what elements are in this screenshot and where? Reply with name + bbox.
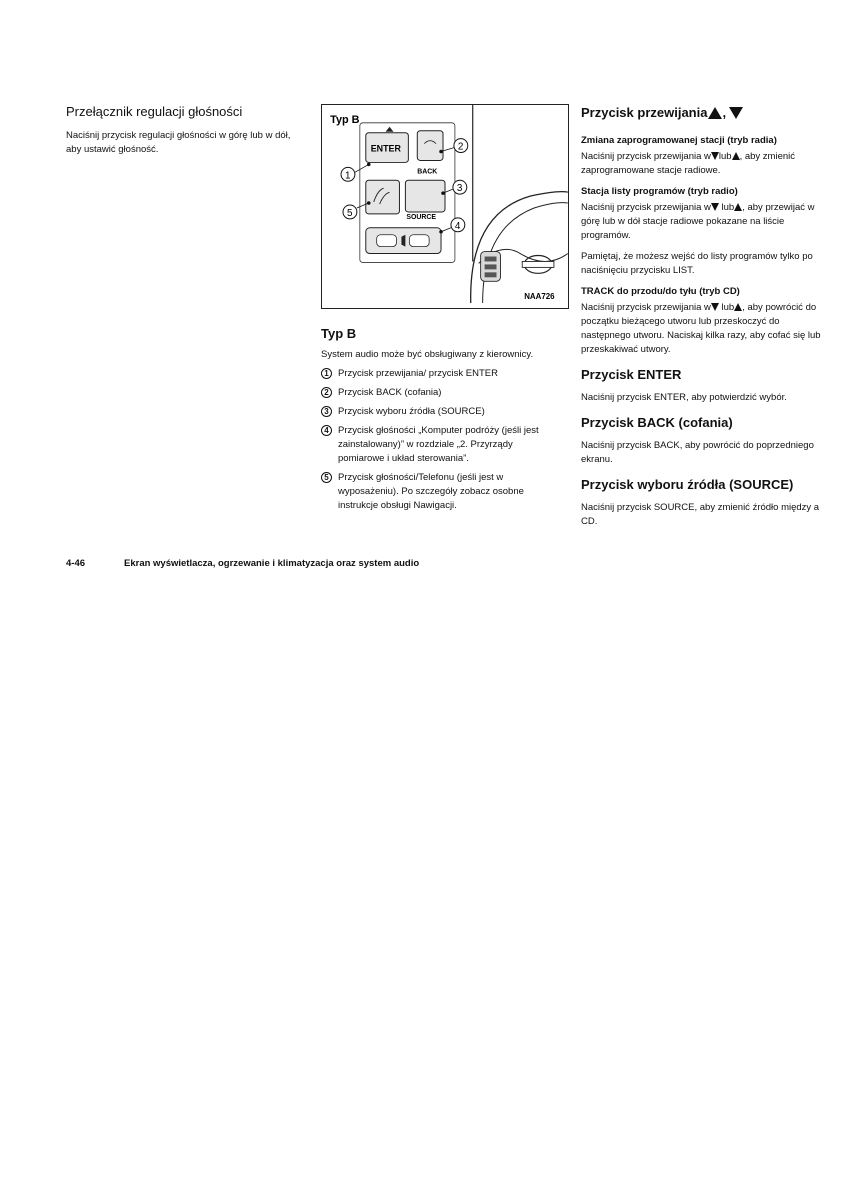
volume-plus-icon: [409, 235, 429, 247]
item-number: 3: [321, 406, 332, 417]
program-list-title: Stacja listy programów (tryb radio): [581, 186, 738, 197]
type-b-intro: System audio może być obsługiwany z kierownicy.: [321, 349, 534, 360]
scroll-button-heading-text: Przycisk przewijania: [581, 105, 708, 120]
scroll-button-heading: [581, 104, 826, 122]
up-arrow-icon: [386, 127, 394, 132]
triangle-up-icon: [734, 203, 742, 211]
triangle-up-icon: [732, 152, 740, 160]
item-text: Przycisk BACK (cofania): [338, 387, 442, 398]
item-text: Przycisk głośności „Komputer podróży (jeśli jest zainstalowany)” w rozdziale „2. Przyrządy pomiarowe i układ sterowania”.: [338, 425, 539, 464]
source-text: Naciśnij przycisk SOURCE, aby zmienić źródło między a CD.: [581, 502, 820, 527]
callout-2: 2: [457, 141, 464, 153]
back-text: Naciśnij przycisk BACK, aby powrócić do poprzedniego ekranu.: [581, 440, 814, 465]
preset-station-text: Naciśnij przycisk przewijania w lub , aby zmienić zaprogramowane stacje radiowe.: [581, 151, 795, 176]
volume-switch-section: [66, 104, 306, 157]
page-footer: [66, 557, 419, 571]
speaker-icon: [401, 235, 405, 247]
back-button-graphic: [417, 131, 443, 161]
back-button-label: BACK: [417, 168, 438, 176]
callout-3: 3: [456, 183, 463, 195]
triangle-down-icon: [711, 203, 719, 211]
callout-4: 4: [454, 220, 461, 232]
heading-separator: ,: [722, 105, 727, 120]
source-button-label: SOURCE: [406, 213, 437, 221]
item-number: 5: [321, 472, 332, 483]
chapter-title: Ekran wyświetlacza, ogrzewanie i klimatyzacja oraz system audio: [124, 558, 420, 569]
program-list-note: Pamiętaj, że możesz wejść do listy programów tylko po naciśnięciu przycisku LIST.: [581, 251, 813, 276]
list-item: [321, 367, 551, 381]
item-text: Przycisk wyboru źródła (SOURCE): [338, 406, 485, 417]
triangle-up-icon: [708, 107, 722, 119]
enter-heading: Przycisk ENTER: [581, 367, 682, 382]
item-text: Przycisk głośności/Telefonu (jeśli jest w wyposażeniu). Po szczegóły zobacz osobne instrukcje obsługi Nawigacji.: [338, 472, 524, 511]
phone-button-graphic: [366, 180, 400, 214]
preset-station-title: Zmiana zaprogramowanej stacji (tryb radia): [581, 135, 777, 146]
list-item: [321, 471, 551, 513]
volume-switch-text: Naciśnij przycisk regulacji głośności w górę lub w dół, aby ustawić głośność.: [66, 130, 291, 155]
source-heading: Przycisk wyboru źródła (SOURCE): [581, 477, 794, 492]
source-button-graphic: [405, 180, 445, 212]
figure-type-label: Typ B: [330, 113, 360, 126]
track-text: Naciśnij przycisk przewijania w lub , aby powrócić do początku bieżącego utworu lub przeskoczyć do następnego utworu. Naciskaj kilka razy, aby cofać się lub przeskakiwać utwory.: [581, 302, 821, 355]
item-text: Przycisk przewijania/ przycisk ENTER: [338, 368, 498, 379]
page-number: 4-46: [66, 558, 86, 569]
type-b-heading-bold: Typ: [321, 326, 344, 341]
triangle-down-icon: [711, 152, 719, 160]
enter-text: Naciśnij przycisk ENTER, aby potwierdzić wybór.: [581, 392, 787, 403]
steering-controls-illustration: [322, 105, 568, 308]
back-heading: Przycisk BACK (cofania): [581, 415, 733, 430]
scroll-button-section: [581, 104, 826, 536]
callout-5: 5: [346, 207, 353, 219]
triangle-up-icon: [734, 303, 742, 311]
volume-minus-icon: [377, 235, 397, 247]
steering-controls-figure: [321, 104, 569, 309]
item-number: 4: [321, 425, 332, 436]
list-item: [321, 424, 551, 466]
item-number: 1: [321, 368, 332, 379]
type-b-heading: [321, 326, 551, 342]
list-item: [321, 386, 551, 400]
program-list-text: Naciśnij przycisk przewijania w lub , aby przewijać w górę lub w dół stacje radiowe pokazane na liście programów.: [581, 202, 815, 241]
figure-code: NAA726: [524, 292, 555, 302]
volume-switch-heading: Przełącznik regulacji głośności: [66, 104, 243, 119]
triangle-down-icon: [711, 303, 719, 311]
enter-button-label: ENTER: [370, 143, 401, 154]
type-b-heading-rest: B: [346, 326, 357, 341]
track-title: TRACK do przodu/do tyłu (tryb CD): [581, 286, 740, 297]
control-list: [321, 367, 551, 513]
callout-1: 1: [344, 170, 351, 182]
item-number: 2: [321, 387, 332, 398]
type-b-section: [321, 326, 551, 518]
steering-wheel-rim: [471, 192, 568, 303]
list-item: [321, 405, 551, 419]
triangle-down-icon: [729, 107, 743, 119]
